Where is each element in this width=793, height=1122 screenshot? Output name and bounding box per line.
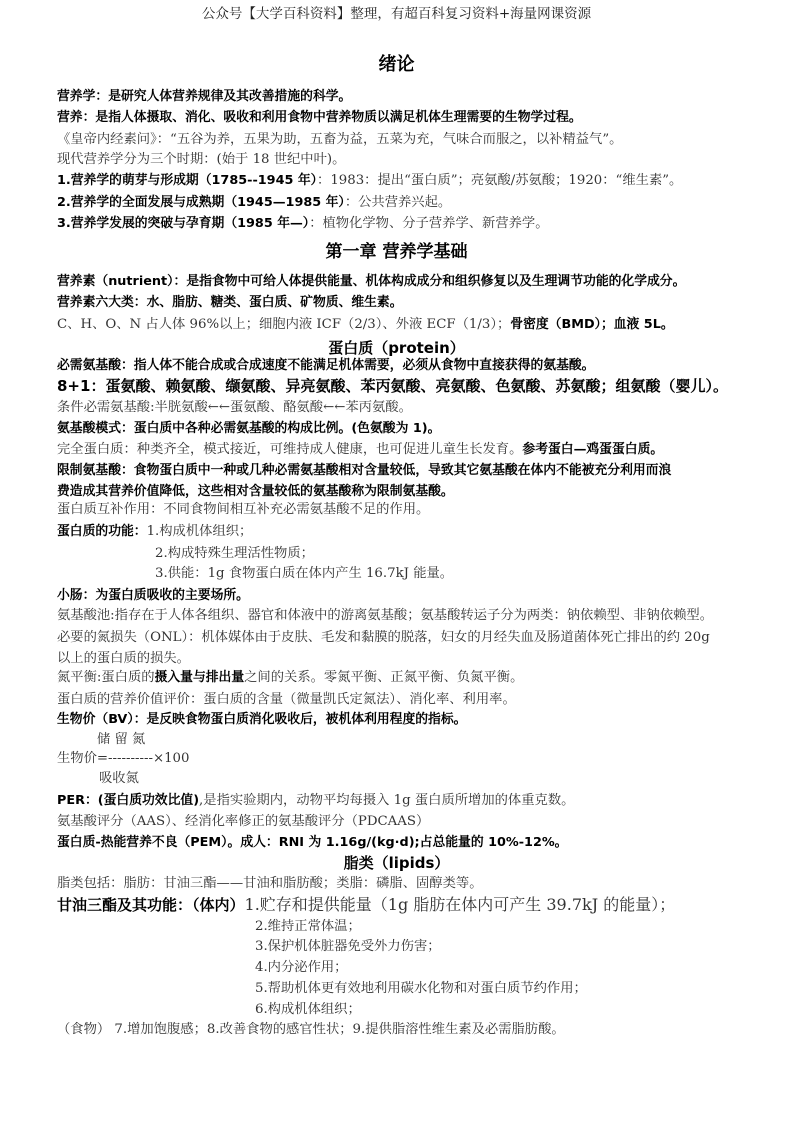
- body-text: 1.贮存和提供能量（1g 脂肪在体内可产生 39.7kJ 的能量）；: [244, 895, 676, 914]
- text-line: [57, 523, 252, 541]
- text-line: [57, 587, 249, 605]
- text-line: [57, 1021, 565, 1039]
- body-text: 以上的蛋白质的损失。: [57, 651, 190, 666]
- chapter-title: 第一章 营养学基础: [325, 242, 468, 262]
- text-line: [57, 813, 429, 831]
- text-line: [255, 918, 361, 936]
- text-line: [57, 399, 412, 417]
- page-header: 公众号【大学百科资料】整理，有超百科复习资料+海量网课资源: [201, 6, 592, 22]
- text-line: [57, 834, 567, 852]
- text-line: [255, 938, 441, 956]
- text-line: [57, 711, 466, 729]
- text-line: [57, 151, 345, 169]
- text-line: [57, 669, 523, 687]
- text-line: [57, 501, 429, 519]
- text-line: [57, 377, 728, 395]
- body-text: ：1983：提出“蛋白质”；亮氨酸/苏氨酸；1920：“维生素”。: [317, 173, 683, 188]
- text-line: [57, 875, 483, 893]
- section-title-introduction: 绪论: [378, 54, 415, 75]
- text-line: [57, 215, 549, 233]
- text-line: [57, 131, 622, 149]
- text-line: [57, 441, 663, 459]
- body-text: ：植物化学物、分子营养学、新营养学。: [309, 216, 549, 231]
- body-text: 氨基酸评分（AAS）、经消化率修正的氨基酸评分（PDCAAS）: [57, 814, 430, 829]
- bold-text: 蛋白质的功能：: [57, 524, 147, 539]
- text-line: [57, 483, 454, 501]
- text-line: [57, 172, 682, 190]
- body-text: 条件必需氨基酸:半胱氨酸←←蛋氨酸、酪氨酸←←苯丙氨酸。: [57, 400, 412, 415]
- body-text: 2.维持正常体温；: [255, 919, 361, 934]
- bold-text: 氨基酸模式：蛋白质中各种必需氨基酸的构成比例。(色氨酸为 1)。: [57, 421, 441, 436]
- text-line: [57, 462, 671, 480]
- body-text: 现代营养学分为三个时期：(始于 18 世纪中叶)。: [57, 152, 346, 167]
- body-text: 氮平衡:蛋白质的: [57, 670, 155, 685]
- bold-text: 费造成其营养价值降低，这些相对含量较低的氨基酸称为限制氨基酸。: [57, 484, 454, 499]
- bold-text: 营养素（nutrient）：是指食物中可给人体提供能量、机体构成成分和组织修复以及生理调节功能的化学成分。: [57, 274, 686, 289]
- body-text: 5.帮助机体更有效地利用碳水化物和对蛋白质节约作用；: [255, 981, 587, 996]
- bold-text: 营养素六大类：水、脂肪、糖类、蛋白质、矿物质、维生素。: [57, 295, 403, 310]
- body-text: 脂类包括：脂肪：甘油三酯——甘油和脂肪酸；类脂：磷脂、固醇类等。: [57, 876, 483, 891]
- section-title-lipids: 脂类（lipids）: [343, 854, 450, 872]
- body-text: 完全蛋白质：种类齐全，模式接近，可维持成人健康，也可促进儿童生长发育。: [57, 442, 523, 457]
- body-text: （食物） 7.增加饱腹感；8.改善食物的感官性状；9.提供脂溶性维生素及必需脂肪酸。: [57, 1022, 565, 1037]
- text-line: [57, 691, 516, 709]
- bold-text: 蛋白质-热能营养不良（PEM）。成人：RNI 为 1.16g/(kg·d);占总能量的 10%-12%。: [57, 835, 568, 850]
- body-text: 蛋白质的营养价值评价：蛋白质的含量（微量凯氏定氮法）、消化率、利用率。: [57, 692, 516, 707]
- bold-text: 1.营养学的萌芽与形成期（1785--1945 年）: [57, 173, 318, 188]
- body-text: 生物价=----------×100: [57, 751, 190, 766]
- text-line: [255, 980, 587, 998]
- bold-text: 2.营养学的全面发展与成熟期（1945—1985 年）: [57, 195, 345, 210]
- text-line: [57, 357, 594, 375]
- bold-text: 营养：是指人体摄取、消化、吸收和利用食物中营养物质以满足机体生理需要的生物学过程。: [57, 110, 582, 125]
- body-text: C、H、O、N 占人体 96%以上；细胞内液 ICF（2/3）、外液 ECF（1/3）；: [57, 317, 511, 332]
- text-line: [255, 959, 347, 977]
- text-line: [97, 731, 145, 749]
- body-text: 1.构成机体组织；: [146, 524, 253, 539]
- text-line: [57, 629, 710, 647]
- text-line: [155, 545, 314, 563]
- body-text: 蛋白质互补作用：不同食物间相互补充必需氨基酸不足的作用。: [57, 502, 430, 517]
- body-text: 《皇帝内经素问》：“五谷为养，五果为助，五畜为益，五菜为充，气味合而服之，以补精益气”。: [57, 132, 623, 147]
- text-line: [57, 109, 582, 127]
- bold-text: 生物价（BV）：是反映食物蛋白质消化吸收后，被机体利用程度的指标。: [57, 712, 467, 727]
- bold-text: 限制氨基酸：食物蛋白质中一种或几种必需氨基酸相对含量较低，导致其它氨基酸在体内不能被充分利用而浪: [57, 463, 672, 478]
- bold-text: 营养学：是研究人体营养规律及其改善措施的科学。: [57, 89, 352, 104]
- bold-text: 3.营养学发展的突破与孕育期（1985 年—）: [57, 216, 310, 231]
- bold-text: 甘油三酯及其功能：（体内）: [57, 896, 245, 914]
- text-line: [57, 88, 351, 106]
- text-line: [57, 316, 674, 334]
- bold-text: 8+1：蛋氨酸、赖氨酸、缬氨酸、异亮氨酸、苯丙氨酸、亮氨酸、色氨酸、苏氨酸；组氨酸（婴儿）。: [57, 377, 728, 395]
- text-line: [255, 1001, 361, 1019]
- text-line: [57, 650, 190, 668]
- text-line: [57, 273, 685, 291]
- text-line: [57, 607, 713, 625]
- bold-text: 参考蛋白—鸡蛋蛋白质。: [522, 442, 664, 457]
- text-line: [57, 750, 189, 768]
- body-text: 3.保护机体脏器免受外力伤害；: [255, 939, 441, 954]
- text-line: [57, 420, 440, 438]
- body-text: 储 留 氮: [97, 732, 146, 747]
- body-text: ,是指实验期内，动物平均每摄入 1g 蛋白质所增加的体重克数。: [199, 793, 575, 808]
- body-text: 之间的关系。零氮平衡、正氮平衡、负氮平衡。: [244, 670, 524, 685]
- body-text: 3.供能：1g 食物蛋白质在体内产生 16.7kJ 能量。: [155, 566, 454, 581]
- section-title-protein: 蛋白质（protein）: [328, 339, 465, 357]
- body-text: ：公共营养兴起。: [344, 195, 452, 210]
- body-text: 必要的氮损失（ONL）：机体媒体由于皮肤、毛发和黏膜的脱落，妇女的月经失血及肠道菌体死亡排出的约 20g: [57, 630, 710, 645]
- text-line: [99, 770, 139, 788]
- body-text: 4.内分泌作用；: [255, 960, 348, 975]
- body-text: 氨基酸池:指存在于人体各组织、器官和体液中的游离氨基酸；氨基酸转运子分为两类：钠依赖型、非钠依赖型。: [57, 608, 714, 623]
- body-text: 2.构成特殊生理活性物质；: [155, 546, 314, 561]
- body-text: 6.构成机体组织；: [255, 1002, 361, 1017]
- text-line: [57, 194, 451, 212]
- bold-text: 必需氨基酸：指人体不能合成或合成速度不能满足机体需要，必须从食物中直接获得的氨基酸。: [57, 358, 595, 373]
- text-line: [155, 565, 453, 583]
- body-text: 吸收氮: [99, 771, 139, 786]
- bold-text: 摄入量与排出量: [154, 670, 245, 685]
- text-line: [57, 792, 574, 810]
- bold-text: 小肠：为蛋白质吸收的主要场所。: [57, 588, 249, 603]
- text-line: [57, 294, 403, 312]
- bold-text: 骨密度（BMD）；血液 5L。: [510, 317, 674, 332]
- bold-text: PER：(蛋白质功效比值): [57, 793, 200, 808]
- text-line: [57, 896, 675, 914]
